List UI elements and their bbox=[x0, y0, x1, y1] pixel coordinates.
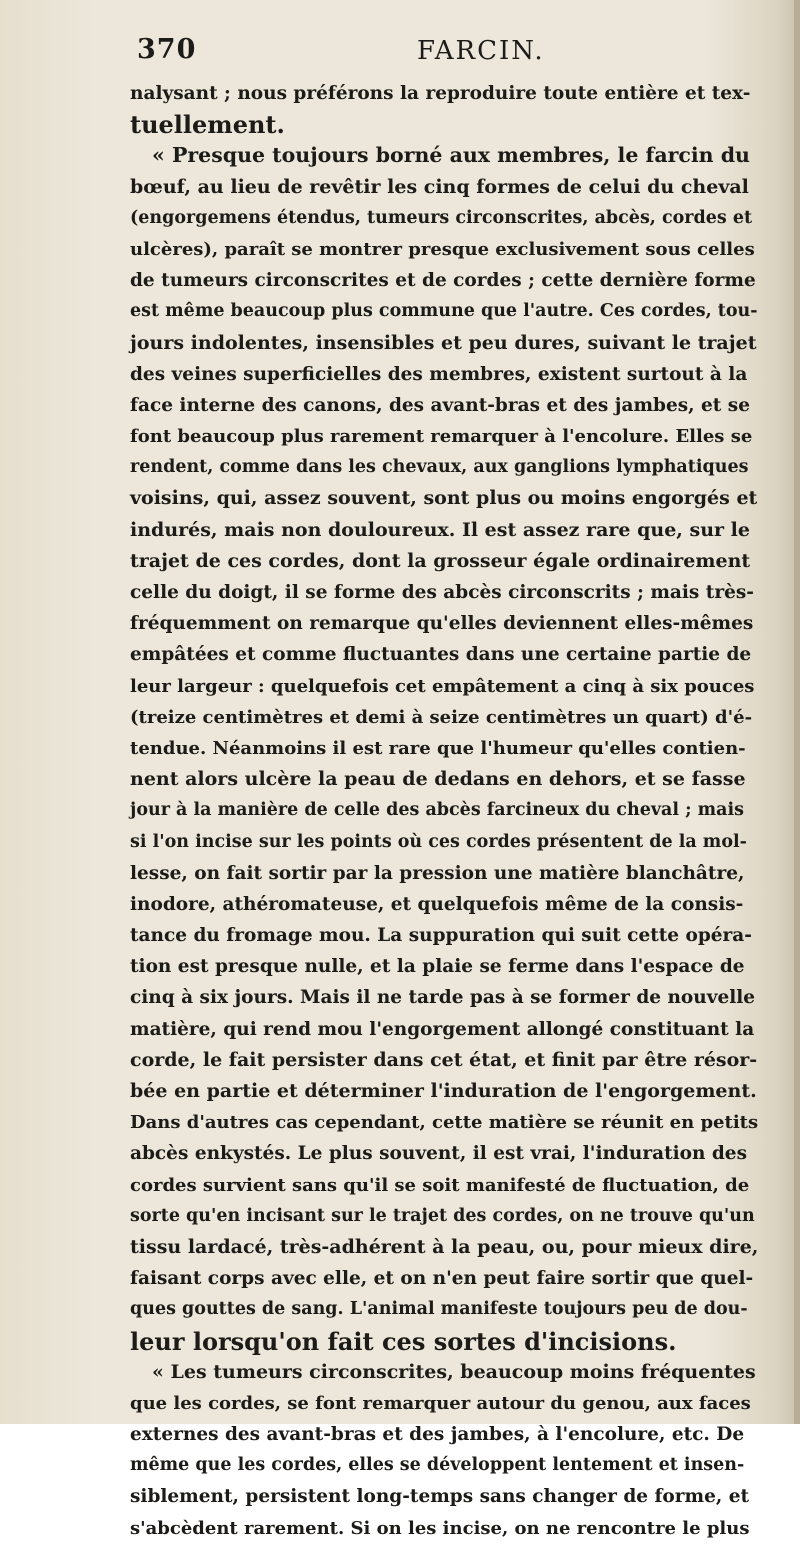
text-line: bœuf, au lieu de revêtir les cinq formes de celui du cheval bbox=[130, 175, 749, 198]
text-line: cinq à six jours. Mais il ne tarde pas à se former de nouvelle bbox=[130, 987, 756, 1009]
body-text bbox=[130, 78, 758, 1544]
text-line: jour à la manière de celle des abcès farcineux du cheval ; mais bbox=[130, 800, 744, 821]
running-head bbox=[137, 34, 737, 68]
text-line: nent alors ulcère la peau de dedans en dehors, et se fasse bbox=[130, 768, 746, 791]
text-line: s'abcèdent rarement. Si on les incise, on ne rencontre le plus bbox=[130, 1517, 750, 1539]
text-line: faisant corps avec elle, et on n'en peut faire sortir que quel- bbox=[130, 1268, 754, 1290]
text-line: indurés, mais non douloureux. Il est assez rare que, sur le bbox=[130, 518, 750, 541]
text-line: celle du doigt, il se forme des abcès circonscrits ; mais très- bbox=[130, 582, 754, 603]
text-line: trajet de ces cordes, dont la grosseur égale ordinairement bbox=[130, 549, 751, 572]
text-line: tance du fromage mou. La suppuration qui suit cette opéra- bbox=[130, 925, 752, 947]
text-line: tissu lardacé, très-adhérent à la peau, ou, pour mieux dire, bbox=[130, 1235, 759, 1258]
text-line: (treize centimètres et demi à seize centimètres un quart) d'é- bbox=[130, 706, 753, 728]
text-line: rendent, comme dans les chevaux, aux ganglions lymphatiques bbox=[130, 457, 749, 478]
text-line: face interne des canons, des avant-bras et des jambes, et se bbox=[130, 394, 750, 416]
text-line: « Presque toujours borné aux membres, le farcin du bbox=[152, 143, 750, 168]
text-line: ques gouttes de sang. L'animal manifeste toujours peu de dou- bbox=[130, 1299, 748, 1320]
text-line: nalysant ; nous préférons la reproduire toute entière et tex- bbox=[130, 83, 751, 104]
running-title: FARCIN. bbox=[417, 36, 545, 66]
text-line: lesse, on fait sortir par la pression une matière blanchâtre, bbox=[130, 862, 745, 884]
text-line: bée en partie et déterminer l'induration de l'engorgement. bbox=[130, 1080, 757, 1102]
text-line: matière, qui rend mou l'engorgement allongé constituant la bbox=[130, 1018, 755, 1040]
text-line: sorte qu'en incisant sur le trajet des cordes, on ne trouve qu'un bbox=[130, 1205, 755, 1226]
text-line: abcès enkystés. Le plus souvent, il est vrai, l'induration des bbox=[130, 1143, 747, 1165]
text-line: (engorgemens étendus, tumeurs circonscrites, abcès, cordes et bbox=[130, 207, 753, 228]
text-line: voisins, qui, assez souvent, sont plus ou moins engorgés et bbox=[130, 487, 758, 510]
page-edge bbox=[794, 0, 800, 1424]
text-line: tion est presque nulle, et la plaie se ferme dans l'espace de bbox=[130, 956, 745, 978]
text-line: leur lorsqu'on fait ces sortes d'incisions. bbox=[130, 1326, 677, 1356]
text-line: fréquemment on remarque qu'elles deviennent elles-mêmes bbox=[130, 613, 754, 635]
text-line: inodore, athéromateuse, et quelquefois même de la consis- bbox=[130, 893, 744, 915]
text-line: externes des avant-bras et des jambes, à l'encolure, etc. De bbox=[130, 1424, 745, 1446]
text-line: cordes survient sans qu'il se soit manifesté de fluctuation, de bbox=[130, 1174, 750, 1196]
text-line: Dans d'autres cas cependant, cette matière se réunit en petits bbox=[130, 1112, 759, 1134]
text-line: de tumeurs circonscrites et de cordes ; cette dernière forme bbox=[130, 270, 756, 292]
text-line: que les cordes, se font remarquer autour du genou, aux faces bbox=[130, 1392, 751, 1414]
text-line: ulcères), paraît se montrer presque exclusivement sous celles bbox=[130, 238, 755, 260]
text-line: si l'on incise sur les points où ces cordes présentent de la mol- bbox=[130, 831, 747, 852]
page-number: 370 bbox=[137, 34, 197, 65]
text-line: est même beaucoup plus commune que l'autre. Ces cordes, tou- bbox=[130, 301, 758, 322]
text-line: empâtées et comme fluctuantes dans une certaine partie de bbox=[130, 644, 752, 666]
text-line: des veines superficielles des membres, existent surtout à la bbox=[130, 363, 748, 385]
text-line: tuellement. bbox=[130, 110, 285, 140]
text-line: font beaucoup plus rarement remarquer à l'encolure. Elles se bbox=[130, 426, 753, 448]
text-line: corde, le fait persister dans cet état, et finit par être résor- bbox=[130, 1048, 758, 1071]
text-line: même que les cordes, elles se développent lentement et insen- bbox=[130, 1455, 745, 1476]
text-line: « Les tumeurs circonscrites, beaucoup moins fréquentes bbox=[152, 1360, 756, 1383]
text-line: siblement, persistent long-temps sans changer de forme, et bbox=[130, 1486, 750, 1508]
text-line: jours indolentes, insensibles et peu dures, suivant le trajet bbox=[130, 331, 757, 354]
text-line: leur largeur : quelquefois cet empâtement a cinq à six pouces bbox=[130, 675, 755, 697]
text-line: tendue. Néanmoins il est rare que l'humeur qu'elles contien- bbox=[130, 737, 746, 759]
